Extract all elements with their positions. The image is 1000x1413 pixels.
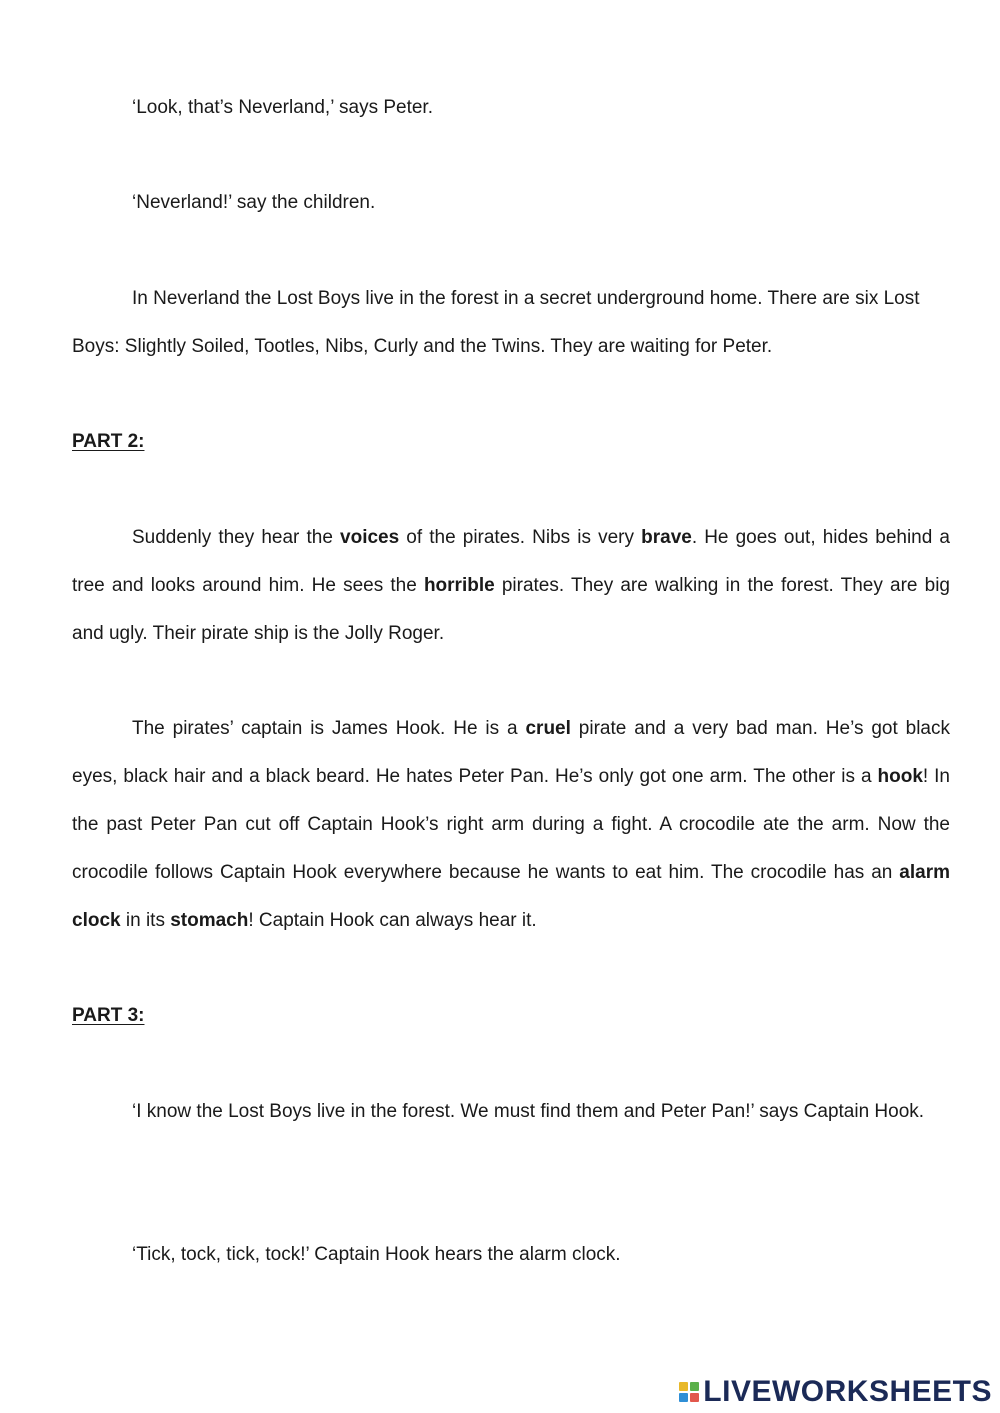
bold-word-brave: brave — [641, 527, 692, 548]
text-run: pirate and a very bad man. He’s got black eyes, black hair and a black beard. He hates Peter Pan. He’s only got one arm. The other is a — [72, 718, 951, 787]
paragraph-find-lost-boys: ‘I know the Lost Boys live in the forest. We must find them and Peter Pan!’ says Captain Hook. — [132, 1101, 925, 1122]
bold-word-horrible: horrible — [423, 575, 495, 596]
text-run: pirates. They are walking in the forest. They are big and ugly. Their pirate ship is the Jolly Roger. — [72, 575, 950, 644]
paragraph-pirates-voices — [72, 514, 950, 658]
text-run: ! Captain Hook can always hear it. — [248, 910, 537, 931]
liveworksheets-logo — [679, 1372, 992, 1412]
bold-word-voices: voices — [340, 527, 400, 548]
paragraph-look-neverland: ‘Look, that’s Neverland,’ says Peter. — [132, 97, 433, 118]
paragraph-captain-hook — [72, 705, 950, 945]
bold-word-stomach: stomach — [170, 910, 249, 931]
bold-word-cruel: cruel — [525, 718, 571, 739]
liveworksheets-logo-icon — [679, 1382, 699, 1402]
bold-word-alarm-clock: alarm clock — [72, 862, 950, 931]
paragraph-neverland-children: ‘Neverland!’ say the children. — [132, 192, 376, 213]
liveworksheets-logo-text: LIVEWORKSHEETS — [703, 1375, 992, 1408]
paragraph-lost-boys: In Neverland the Lost Boys live in the forest in a secret underground home. There are six Lost Boys: Slightly Soiled, Tootles, Nibs, Curly and the Twins. They are waiting for Peter. — [72, 288, 920, 357]
text-run: in its — [120, 910, 171, 931]
text-run: . He goes out, hides behind a tree and looks around him. He sees the — [72, 527, 950, 596]
text-run: Suddenly they hear the — [132, 527, 341, 548]
heading-part-3: PART 3: — [72, 1005, 145, 1026]
heading-part-2: PART 2: — [72, 431, 145, 452]
text-run: ! In the past Peter Pan cut off Captain Hook’s right arm during a fight. A crocodile ate the arm. Now the crocodile follows Captain Hook everywhere because he wants to eat him. The crocodile has an — [72, 766, 950, 883]
text-run: of the pirates. Nibs is very — [399, 527, 642, 548]
text-run: The pirates’ captain is James Hook. He is a — [132, 718, 526, 739]
bold-word-hook: hook — [877, 766, 923, 787]
paragraph-tick-tock: ‘Tick, tock, tick, tock!’ Captain Hook hears the alarm clock. — [132, 1244, 621, 1265]
